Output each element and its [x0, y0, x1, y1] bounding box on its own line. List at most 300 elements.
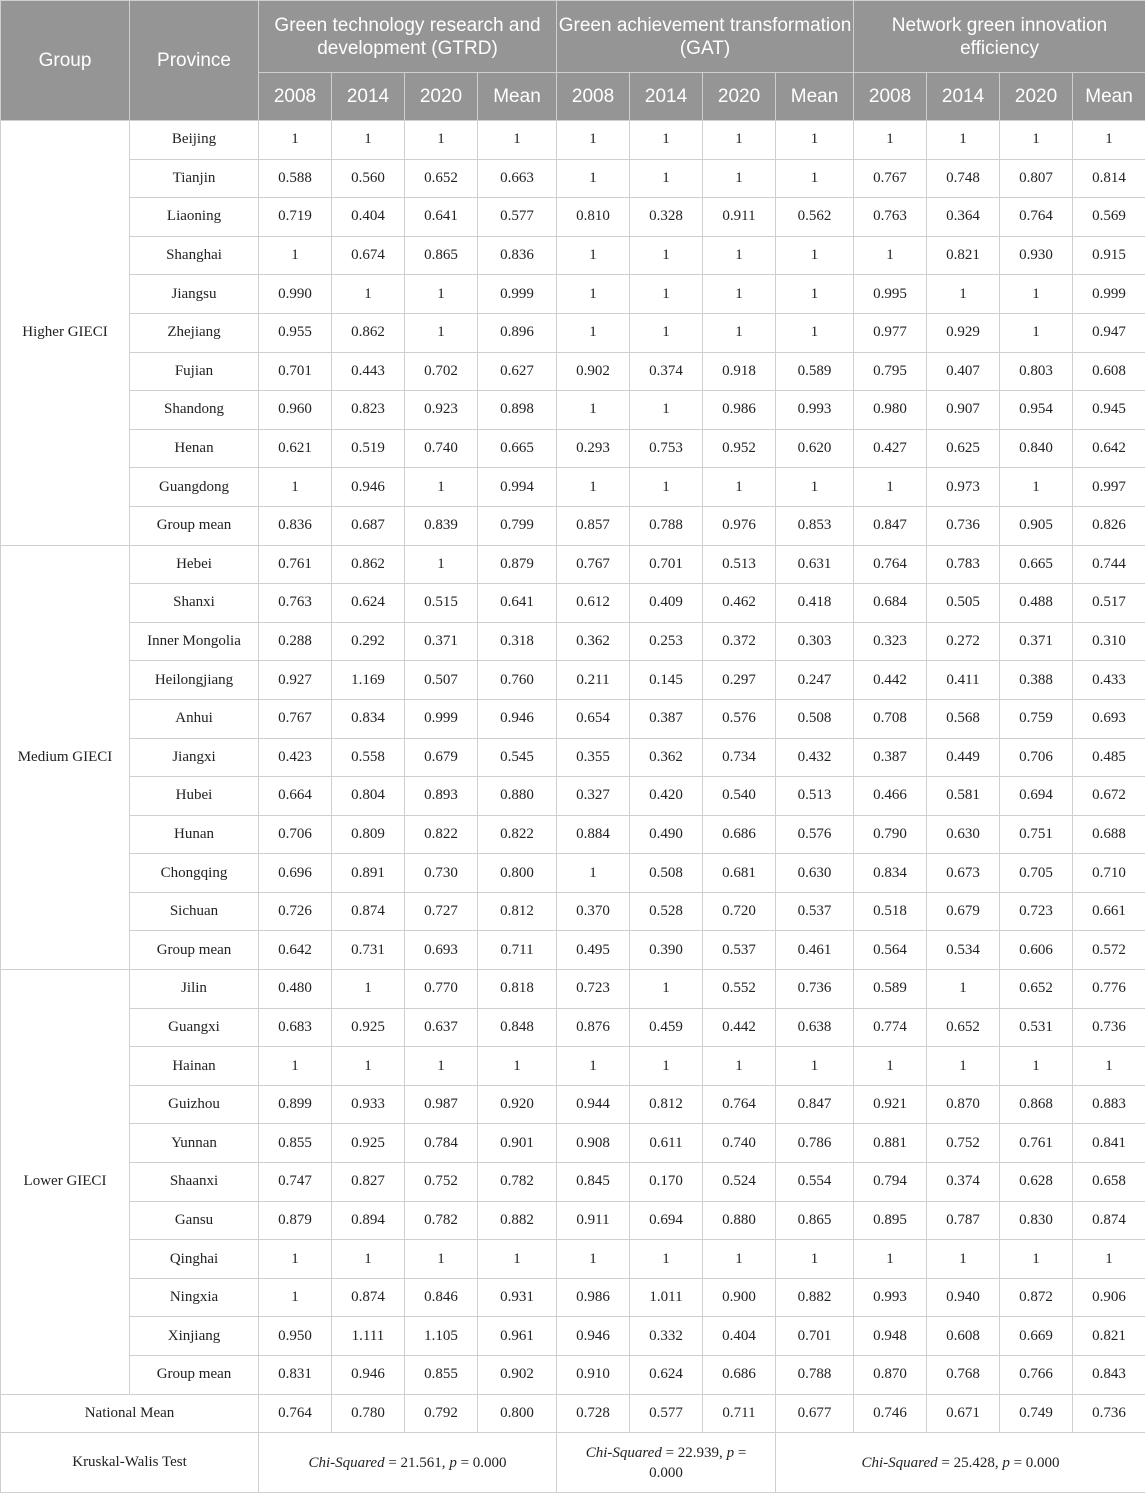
value-cell: 0.318 — [478, 622, 557, 661]
value-cell: 0.955 — [259, 313, 332, 352]
province-cell: Hainan — [130, 1047, 259, 1086]
value-cell: 0.752 — [405, 1163, 478, 1202]
value-cell: 0.900 — [703, 1278, 776, 1317]
value-cell: 1 — [557, 275, 630, 314]
value-cell: 0.948 — [854, 1317, 927, 1356]
value-cell: 0.870 — [854, 1356, 927, 1395]
value-cell: 1 — [1000, 313, 1073, 352]
value-cell: 1 — [776, 159, 854, 198]
header-ngie: Network green innovation efficiency — [854, 1, 1145, 73]
value-cell: 0.764 — [1000, 198, 1073, 237]
table-row — [1, 468, 1145, 507]
value-cell: 0.987 — [405, 1085, 478, 1124]
table-row — [1, 198, 1145, 237]
value-cell: 0.770 — [405, 970, 478, 1009]
value-cell: 1 — [776, 1047, 854, 1086]
value-cell: 0.362 — [557, 622, 630, 661]
table-row — [1, 699, 1145, 738]
value-cell: 1 — [703, 1240, 776, 1279]
value-cell: 0.846 — [405, 1278, 478, 1317]
value-cell: 0.534 — [927, 931, 1000, 970]
value-cell: 0.834 — [332, 699, 405, 738]
header-year: 2008 — [557, 73, 630, 121]
value-cell: 1 — [927, 1240, 1000, 1279]
province-cell: Gansu — [130, 1201, 259, 1240]
value-cell: 0.332 — [630, 1317, 703, 1356]
value-cell: 0.652 — [927, 1008, 1000, 1047]
value-cell: 0.764 — [854, 545, 927, 584]
value-cell: 1 — [854, 121, 927, 160]
header-province: Province — [130, 1, 259, 121]
value-cell: 0.946 — [557, 1317, 630, 1356]
value-cell: 0.788 — [630, 506, 703, 545]
national-mean-label: National Mean — [1, 1394, 259, 1433]
value-cell: 0.693 — [1073, 699, 1145, 738]
value-cell: 0.812 — [478, 892, 557, 931]
value-cell: 0.427 — [854, 429, 927, 468]
table-row — [1, 584, 1145, 623]
value-cell: 0.997 — [1073, 468, 1145, 507]
value-cell: 1 — [259, 1047, 332, 1086]
value-cell: 1 — [776, 468, 854, 507]
value-cell: 1 — [557, 1047, 630, 1086]
header-year: 2014 — [630, 73, 703, 121]
value-cell: 0.404 — [703, 1317, 776, 1356]
value-cell: 0.387 — [854, 738, 927, 777]
value-cell: 0.874 — [332, 892, 405, 931]
value-cell: 1 — [332, 1240, 405, 1279]
value-cell: 0.552 — [703, 970, 776, 1009]
p-label: p — [449, 1455, 457, 1471]
value-cell: 0.364 — [927, 198, 1000, 237]
value-cell: 0.572 — [1073, 931, 1145, 970]
value-cell: 0.545 — [478, 738, 557, 777]
value-cell: 0.518 — [854, 892, 927, 931]
value-cell: 0.760 — [478, 661, 557, 700]
value-cell: 0.310 — [1073, 622, 1145, 661]
value-cell: 0.744 — [1073, 545, 1145, 584]
value-cell: 0.611 — [630, 1124, 703, 1163]
value-cell: 1 — [927, 121, 1000, 160]
value-cell: 0.564 — [854, 931, 927, 970]
value-cell: 1 — [405, 121, 478, 160]
province-cell: Anhui — [130, 699, 259, 738]
value-cell: 0.664 — [259, 777, 332, 816]
province-cell: Ningxia — [130, 1278, 259, 1317]
value-cell: 1 — [630, 970, 703, 1009]
value-cell: 0.780 — [332, 1394, 405, 1433]
value-cell: 0.848 — [478, 1008, 557, 1047]
p-label: p — [1002, 1455, 1010, 1471]
header-group: Group — [1, 1, 130, 121]
value-cell: 0.641 — [478, 584, 557, 623]
value-cell: 0.211 — [557, 661, 630, 700]
value-cell: 0.809 — [332, 815, 405, 854]
province-cell: Group mean — [130, 931, 259, 970]
value-cell: 0.952 — [703, 429, 776, 468]
value-cell: 0.973 — [927, 468, 1000, 507]
value-cell: 0.961 — [478, 1317, 557, 1356]
value-cell: 0.947 — [1073, 313, 1145, 352]
value-cell: 1 — [1073, 1047, 1145, 1086]
p-value: = 0.000 — [457, 1455, 507, 1471]
value-cell: 0.855 — [259, 1124, 332, 1163]
value-cell: 0.767 — [854, 159, 927, 198]
value-cell: 0.145 — [630, 661, 703, 700]
value-cell: 0.658 — [1073, 1163, 1145, 1202]
value-cell: 1 — [405, 1240, 478, 1279]
value-cell: 0.608 — [927, 1317, 1000, 1356]
table-row — [1, 236, 1145, 275]
value-cell: 0.902 — [557, 352, 630, 391]
header-year: 2020 — [703, 73, 776, 121]
value-cell: 0.420 — [630, 777, 703, 816]
value-cell: 0.933 — [332, 1085, 405, 1124]
value-cell: 0.170 — [630, 1163, 703, 1202]
province-cell: Xinjiang — [130, 1317, 259, 1356]
province-cell: Guizhou — [130, 1085, 259, 1124]
value-cell: 0.642 — [259, 931, 332, 970]
value-cell: 1 — [630, 121, 703, 160]
value-cell: 0.763 — [259, 584, 332, 623]
value-cell: 0.855 — [405, 1356, 478, 1395]
value-cell: 0.407 — [927, 352, 1000, 391]
value-cell: 0.628 — [1000, 1163, 1073, 1202]
value-cell: 0.706 — [1000, 738, 1073, 777]
value-cell: 1 — [405, 313, 478, 352]
province-cell: Fujian — [130, 352, 259, 391]
table-row — [1, 1317, 1145, 1356]
value-cell: 0.637 — [405, 1008, 478, 1047]
value-cell: 0.684 — [854, 584, 927, 623]
value-cell: 1 — [259, 1240, 332, 1279]
value-cell: 0.818 — [478, 970, 557, 1009]
province-cell: Jilin — [130, 970, 259, 1009]
table-row — [1, 1240, 1145, 1279]
value-cell: 0.794 — [854, 1163, 927, 1202]
value-cell: 0.761 — [259, 545, 332, 584]
value-cell: 0.834 — [854, 854, 927, 893]
value-cell: 0.896 — [478, 313, 557, 352]
province-cell: Hebei — [130, 545, 259, 584]
header-year: 2014 — [332, 73, 405, 121]
table-row — [1, 854, 1145, 893]
value-cell: 0.946 — [332, 1356, 405, 1395]
value-cell: 0.728 — [557, 1394, 630, 1433]
value-cell: 0.882 — [776, 1278, 854, 1317]
value-cell: 0.810 — [557, 198, 630, 237]
province-cell: Liaoning — [130, 198, 259, 237]
value-cell: 0.910 — [557, 1356, 630, 1395]
value-cell: 0.879 — [478, 545, 557, 584]
value-cell: 0.442 — [854, 661, 927, 700]
value-cell: 0.374 — [927, 1163, 1000, 1202]
value-cell: 0.720 — [703, 892, 776, 931]
province-cell: Guangxi — [130, 1008, 259, 1047]
value-cell: 0.841 — [1073, 1124, 1145, 1163]
table-row — [1, 313, 1145, 352]
value-cell: 0.711 — [478, 931, 557, 970]
value-cell: 0.371 — [405, 622, 478, 661]
header-year: 2020 — [1000, 73, 1073, 121]
value-cell: 0.800 — [478, 1394, 557, 1433]
value-cell: 1 — [332, 275, 405, 314]
value-cell: 0.874 — [332, 1278, 405, 1317]
value-cell: 0.370 — [557, 892, 630, 931]
value-cell: 0.876 — [557, 1008, 630, 1047]
value-cell: 0.292 — [332, 622, 405, 661]
value-cell: 0.804 — [332, 777, 405, 816]
value-cell: 0.374 — [630, 352, 703, 391]
value-cell: 1 — [703, 121, 776, 160]
value-cell: 0.702 — [405, 352, 478, 391]
value-cell: 0.767 — [557, 545, 630, 584]
table-row — [1, 1085, 1145, 1124]
value-cell: 0.723 — [1000, 892, 1073, 931]
value-cell: 0.480 — [259, 970, 332, 1009]
value-cell: 0.976 — [703, 506, 776, 545]
value-cell: 1.105 — [405, 1317, 478, 1356]
value-cell: 0.899 — [259, 1085, 332, 1124]
value-cell: 0.576 — [776, 815, 854, 854]
value-cell: 0.362 — [630, 738, 703, 777]
chi-squared-label: Chi-Squared — [862, 1455, 938, 1471]
value-cell: 0.433 — [1073, 661, 1145, 700]
value-cell: 0.672 — [1073, 777, 1145, 816]
header-year: 2008 — [854, 73, 927, 121]
value-cell: 0.443 — [332, 352, 405, 391]
kruskal-label: Kruskal-Walis Test — [1, 1433, 259, 1493]
value-cell: 0.821 — [927, 236, 1000, 275]
table-row — [1, 1356, 1145, 1395]
value-cell: 0.540 — [703, 777, 776, 816]
value-cell: 0.620 — [776, 429, 854, 468]
value-cell: 0.671 — [927, 1394, 1000, 1433]
value-cell: 0.652 — [1000, 970, 1073, 1009]
value-cell: 0.782 — [478, 1163, 557, 1202]
value-cell: 1 — [332, 970, 405, 1009]
value-cell: 0.641 — [405, 198, 478, 237]
value-cell: 0.558 — [332, 738, 405, 777]
value-cell: 0.272 — [927, 622, 1000, 661]
value-cell: 0.679 — [927, 892, 1000, 931]
value-cell: 1 — [259, 468, 332, 507]
value-cell: 0.621 — [259, 429, 332, 468]
value-cell: 1 — [259, 236, 332, 275]
value-cell: 1 — [557, 391, 630, 430]
value-cell: 0.371 — [1000, 622, 1073, 661]
header-year: 2020 — [405, 73, 478, 121]
value-cell: 0.918 — [703, 352, 776, 391]
value-cell: 0.734 — [703, 738, 776, 777]
value-cell: 0.763 — [854, 198, 927, 237]
value-cell: 0.751 — [1000, 815, 1073, 854]
value-cell: 1 — [478, 1240, 557, 1279]
value-cell: 0.821 — [1073, 1317, 1145, 1356]
value-cell: 0.723 — [557, 970, 630, 1009]
value-cell: 0.993 — [776, 391, 854, 430]
value-cell: 0.694 — [1000, 777, 1073, 816]
value-cell: 0.902 — [478, 1356, 557, 1395]
value-cell: 1.111 — [332, 1317, 405, 1356]
value-cell: 0.562 — [776, 198, 854, 237]
value-cell: 0.925 — [332, 1124, 405, 1163]
value-cell: 1 — [927, 970, 1000, 1009]
value-cell: 0.868 — [1000, 1085, 1073, 1124]
table-row — [1, 1008, 1145, 1047]
value-cell: 0.519 — [332, 429, 405, 468]
value-cell: 0.606 — [1000, 931, 1073, 970]
value-cell: 1 — [557, 468, 630, 507]
value-cell: 0.625 — [927, 429, 1000, 468]
value-cell: 1 — [259, 1278, 332, 1317]
value-cell: 0.907 — [927, 391, 1000, 430]
value-cell: 1 — [630, 236, 703, 275]
value-cell: 0.927 — [259, 661, 332, 700]
value-cell: 0.872 — [1000, 1278, 1073, 1317]
value-cell: 0.945 — [1073, 391, 1145, 430]
chi-squared-value: = 25.428, — [938, 1455, 1003, 1471]
value-cell: 0.432 — [776, 738, 854, 777]
value-cell: 0.993 — [854, 1278, 927, 1317]
value-cell: 0.830 — [1000, 1201, 1073, 1240]
header-gat: Green achievement transformation (GAT) — [557, 1, 854, 73]
value-cell: 0.328 — [630, 198, 703, 237]
value-cell: 1 — [557, 854, 630, 893]
table-row — [1, 1201, 1145, 1240]
value-cell: 0.513 — [703, 545, 776, 584]
value-cell: 1 — [1000, 1240, 1073, 1279]
value-cell: 0.560 — [332, 159, 405, 198]
value-cell: 0.925 — [332, 1008, 405, 1047]
value-cell: 1 — [630, 468, 703, 507]
value-cell: 1.011 — [630, 1278, 703, 1317]
value-cell: 0.862 — [332, 545, 405, 584]
value-cell: 0.894 — [332, 1201, 405, 1240]
value-cell: 0.588 — [259, 159, 332, 198]
value-cell: 1 — [776, 121, 854, 160]
value-cell: 0.576 — [703, 699, 776, 738]
value-cell: 0.766 — [1000, 1356, 1073, 1395]
value-cell: 0.930 — [1000, 236, 1073, 275]
value-cell: 0.923 — [405, 391, 478, 430]
table-row — [1, 777, 1145, 816]
value-cell: 0.881 — [854, 1124, 927, 1163]
value-cell: 0.977 — [854, 313, 927, 352]
value-cell: 0.905 — [1000, 506, 1073, 545]
value-cell: 0.746 — [854, 1394, 927, 1433]
value-cell: 0.589 — [776, 352, 854, 391]
value-cell: 0.508 — [630, 854, 703, 893]
value-cell: 1 — [854, 236, 927, 275]
value-cell: 0.999 — [478, 275, 557, 314]
value-cell: 0.929 — [927, 313, 1000, 352]
value-cell: 0.893 — [405, 777, 478, 816]
value-cell: 0.683 — [259, 1008, 332, 1047]
table-row — [1, 738, 1145, 777]
value-cell: 1 — [1073, 121, 1145, 160]
value-cell: 1 — [927, 1047, 1000, 1086]
value-cell: 1 — [478, 1047, 557, 1086]
value-cell: 0.730 — [405, 854, 478, 893]
value-cell: 0.883 — [1073, 1085, 1145, 1124]
value-cell: 0.554 — [776, 1163, 854, 1202]
province-cell: Tianjin — [130, 159, 259, 198]
value-cell: 0.740 — [405, 429, 478, 468]
value-cell: 0.880 — [703, 1201, 776, 1240]
value-cell: 0.986 — [703, 391, 776, 430]
group-label: Higher GIECI — [1, 121, 130, 546]
value-cell: 0.792 — [405, 1394, 478, 1433]
table-row — [1, 622, 1145, 661]
value-cell: 1 — [776, 1240, 854, 1279]
value-cell: 1 — [854, 1240, 927, 1279]
table-row — [1, 275, 1145, 314]
value-cell: 0.920 — [478, 1085, 557, 1124]
value-cell: 0.631 — [776, 545, 854, 584]
value-cell: 0.387 — [630, 699, 703, 738]
value-cell: 0.515 — [405, 584, 478, 623]
value-cell: 0.862 — [332, 313, 405, 352]
kruskal-gtrd — [259, 1433, 557, 1493]
value-cell: 0.767 — [259, 699, 332, 738]
value-cell: 0.954 — [1000, 391, 1073, 430]
value-cell: 0.736 — [1073, 1394, 1145, 1433]
value-cell: 1 — [630, 391, 703, 430]
value-cell: 1 — [1000, 121, 1073, 160]
value-cell: 0.711 — [703, 1394, 776, 1433]
value-cell: 0.727 — [405, 892, 478, 931]
value-cell: 0.568 — [927, 699, 1000, 738]
value-cell: 0.423 — [259, 738, 332, 777]
value-cell: 0.404 — [332, 198, 405, 237]
province-cell: Inner Mongolia — [130, 622, 259, 661]
value-cell: 0.665 — [1000, 545, 1073, 584]
value-cell: 0.654 — [557, 699, 630, 738]
value-cell: 0.736 — [1073, 1008, 1145, 1047]
value-cell: 0.612 — [557, 584, 630, 623]
value-cell: 0.870 — [927, 1085, 1000, 1124]
value-cell: 0.768 — [927, 1356, 1000, 1395]
value-cell: 1 — [478, 121, 557, 160]
value-cell: 0.752 — [927, 1124, 1000, 1163]
value-cell: 0.946 — [332, 468, 405, 507]
value-cell: 0.994 — [478, 468, 557, 507]
value-cell: 0.642 — [1073, 429, 1145, 468]
value-cell: 0.836 — [259, 506, 332, 545]
value-cell: 0.442 — [703, 1008, 776, 1047]
value-cell: 0.803 — [1000, 352, 1073, 391]
value-cell: 0.753 — [630, 429, 703, 468]
table-row — [1, 970, 1145, 1009]
value-cell: 0.748 — [927, 159, 1000, 198]
p-label: p — [727, 1445, 735, 1461]
value-cell: 0.827 — [332, 1163, 405, 1202]
value-cell: 1 — [557, 1240, 630, 1279]
value-cell: 1 — [1073, 1240, 1145, 1279]
value-cell: 0.490 — [630, 815, 703, 854]
value-cell: 1 — [332, 1047, 405, 1086]
value-cell: 1 — [405, 1047, 478, 1086]
value-cell: 0.901 — [478, 1124, 557, 1163]
value-cell: 0.388 — [1000, 661, 1073, 700]
value-cell: 0.505 — [927, 584, 1000, 623]
province-cell: Group mean — [130, 1356, 259, 1395]
value-cell: 0.898 — [478, 391, 557, 430]
value-cell: 0.624 — [630, 1356, 703, 1395]
value-cell: 0.705 — [1000, 854, 1073, 893]
value-cell: 1 — [259, 121, 332, 160]
